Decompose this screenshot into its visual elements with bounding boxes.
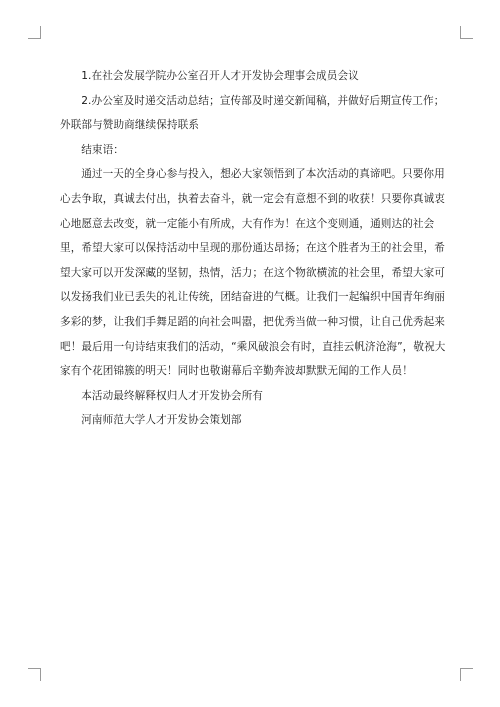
paragraph-closing-remarks: 通过一天的全身心参与投入，想必大家领悟到了本次活动的真谛吧。只要你用心去争取，真诚去付出，执着去奋斗，就一定会有意想不到的收获！只要你真诚衷心地愿意去改变，就一定能小有所成，大有作为！在这个变则通，通则达的社会里，希望大家可以保持活动中呈现的那份通达昂扬；在这个胜者为王的社会里，希望大家可以开发深藏的坚韧，热情，活力；在这个物欲横流的社会里，希望大家可以发扬我们业已丢失的礼让传统，团结奋进的气概。让我们一起编织中国青年绚丽多彩的梦，让我们手舞足蹈的向社会叫嚣，把优秀当做一种习惯，让自己优秀起来吧！最后用一句诗结束我们的活动，“乘风破浪会有时，直挂云帆济沧海”，敬祝大家有个花团锦簇的明天！同时也敬谢幕后辛勤奔波却默默无闻的工作人员！ [60,168,446,378]
crop-mark-top-right [460,26,473,39]
crop-mark-bottom-left [28,668,41,681]
crop-mark-bottom-right [460,668,473,681]
crop-mark-top-left [28,26,41,39]
paragraph-followup: 2.办公室及时递交活动总结；宣传部及时递交新闻稿，并做好后期宣传工作；外联部与赞助商继续保持联系 [60,94,445,132]
document-body [60,64,446,433]
paragraph-meeting: 1.在社会发展学院办公室召开人才开发协会理事会成员会议 [81,70,359,82]
paragraph-interpretation-right: 本活动最终解释权归人才开发协会所有 [81,389,263,402]
paragraph-closing-heading: 结束语： [81,143,124,156]
paragraph-organizer: 河南师范大学人才开发协会策划部 [81,414,242,427]
